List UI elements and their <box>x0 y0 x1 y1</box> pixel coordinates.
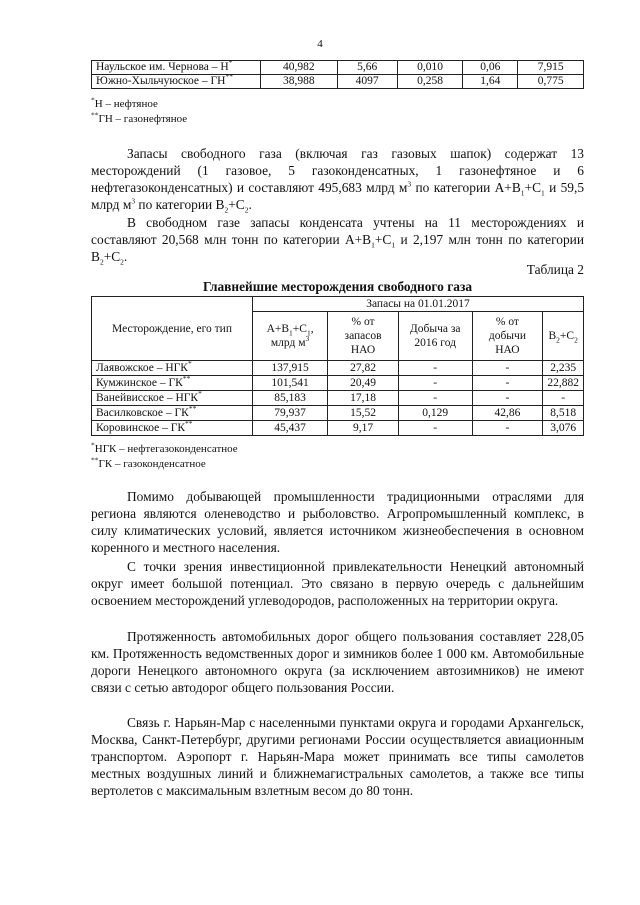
table-cell: 1,64 <box>463 75 518 89</box>
table-cell: 20,49 <box>328 376 399 391</box>
deposit-name: Кумжинское – ГК <box>96 377 183 389</box>
footnote-mark: * <box>228 58 233 68</box>
column-header: % от добычи НАО <box>472 312 543 361</box>
column-header: $А+В_1+С_1$, млрд $м^3$ <box>253 312 328 361</box>
table-cell: 40,982 <box>261 61 338 75</box>
column-header: Добыча за 2016 год <box>398 312 472 361</box>
table-cell: - <box>472 391 543 406</box>
table-cell: - <box>398 361 472 376</box>
table-cell: 17,18 <box>328 391 399 406</box>
table-cell: 0,06 <box>463 61 518 75</box>
table-cell: 79,937 <box>253 406 328 421</box>
table-row: Коровинское – ГК** 45,437 9,17 - - 3,076 <box>92 421 584 436</box>
table-cell: 8,518 <box>543 406 584 421</box>
table-caption: Таблица 2 <box>526 262 584 277</box>
table-cell: 22,882 <box>543 376 584 391</box>
footnote: **ГН – газонефтяное <box>91 110 188 125</box>
table-cell: 85,183 <box>253 391 328 406</box>
paragraph-gas-reserves: Запасы свободного газа (включая газ газовых шапок) содержат 13 месторождений (1 газовое, 5 газоконденсатных, 1 газонефтяное и 6 нефтегазоконденсатных) и составляют 495,683 млрд $м^3$ по категории $А+В_1+С_1$ и 59,5 млрд $м^3$ по категории $В_2+С_2$. <box>91 146 585 215</box>
deposit-name: Ванейвисское – НГК <box>96 392 199 404</box>
table-cell: - <box>472 421 543 436</box>
table-cell: 42,86 <box>472 406 543 421</box>
table-cell: 0,258 <box>397 75 463 89</box>
table-cell: - <box>472 376 543 391</box>
table-row: Лаявожское – НГК* 137,915 27,82 - - 2,235 <box>92 361 584 376</box>
paragraph-air-transport: Связь г. Нарьян-Мар с населенными пунктами округа и городами Архангельск, Москва, Санкт-Петербург, другими регионами России осуществляется авиационным транспортом. Аэропорт г. Нарьян-Мара может принимать все типы самолетов местных воздушных линий и ближнемагистральных самолетов, а также все типы вертолетов с максимальным взлетным весом до 80 тонн. <box>91 715 584 798</box>
table-cell: 2,235 <box>543 361 584 376</box>
table-cell: 5,66 <box>337 61 397 75</box>
table-cell: 137,915 <box>253 361 328 376</box>
table-cell: 45,437 <box>253 421 328 436</box>
column-group-header: Запасы на 01.01.2017 <box>253 297 584 312</box>
deposit-name: Коровинское – ГК <box>96 422 186 434</box>
table-header-row <box>92 297 584 312</box>
column-header: Месторождение, его тип <box>92 297 253 361</box>
footnote: *НГК – нефтегазоконденсатное <box>91 440 238 455</box>
table-cell: 3,076 <box>543 421 584 436</box>
table-cell: 38,988 <box>261 75 338 89</box>
table-cell: - <box>543 391 584 406</box>
table-row: Ванейвисское – НГК* 85,183 17,18 - - - <box>92 391 584 406</box>
table-cell: 0,775 <box>518 75 584 89</box>
paragraph-roads: Протяженность автомобильных дорог общего пользования составляет 228,05 км. Протяженность ведомственных дорог и зимников более 1 000 км. Автомобильные дороги Ненецкого автономного округа (за исключением автозимников) не имеют связи с сетью автодорог общего пользования России. <box>91 629 584 695</box>
oil-deposits-table-continuation <box>91 60 584 89</box>
table-cell: 0,129 <box>398 406 472 421</box>
table-cell: - <box>398 421 472 436</box>
table-row: Кумжинское – ГК** 101,541 20,49 - - 22,882 <box>92 376 584 391</box>
column-header: % от запасов НАО <box>328 312 399 361</box>
table-cell: 9,17 <box>328 421 399 436</box>
table-cell: - <box>472 361 543 376</box>
table-row: Василковское – ГК** 79,937 15,52 0,129 42,86 8,518 <box>92 406 584 421</box>
table-cell: 0,010 <box>397 61 463 75</box>
deposit-name: Наульское им. Чернова – Н <box>96 61 229 73</box>
table-cell: 7,915 <box>518 61 584 75</box>
table-row <box>92 61 584 75</box>
deposit-name: Южно-Хыльчуюское – ГН <box>96 75 226 87</box>
footnote-mark: ** <box>225 72 233 82</box>
table-row <box>92 75 584 89</box>
table-cell: 101,541 <box>253 376 328 391</box>
table-cell: 15,52 <box>328 406 399 421</box>
paragraph-condensate: В свободном газе запасы конденсата учтены на 11 месторождениях и составляют 20,568 млн тонн по категории $А+В_1+С_1$ и 2,197 млн тонн по категории $В_2+С_2$. <box>91 215 584 267</box>
deposit-name: Лаявожское – НГК <box>96 362 188 374</box>
table-cell: 4097 <box>337 75 397 89</box>
gas-deposits-table <box>91 296 584 436</box>
paragraph-investment: С точки зрения инвестиционной привлекательности Ненецкий автономный округ имеет большой потенциал. Это связано в первую очередь с дальнейшим освоением месторождений углеводородов, расположенных на территории округа. <box>91 559 584 608</box>
table-cell: 27,82 <box>328 361 399 376</box>
deposit-name: Василковское – ГК <box>96 407 189 419</box>
footnote: **ГК – газоконденсатное <box>91 455 206 470</box>
table-title: Главнейшие месторождения свободного газа <box>202 279 473 294</box>
table-cell: - <box>398 391 472 406</box>
paragraph-traditional-industries: Помимо добывающей промышленности традиционными отраслями для региона являются оленеводство и рыболовство. Агропромышленный комплекс, в силу климатических условий, является источником жизнеобеспечения в основном коренного и местного населения. <box>91 489 584 555</box>
footnote: *Н – нефтяное <box>91 95 158 110</box>
column-header: $В_2+С_2$ <box>543 312 584 361</box>
table-cell: - <box>398 376 472 391</box>
page-number: 4 <box>317 38 323 50</box>
